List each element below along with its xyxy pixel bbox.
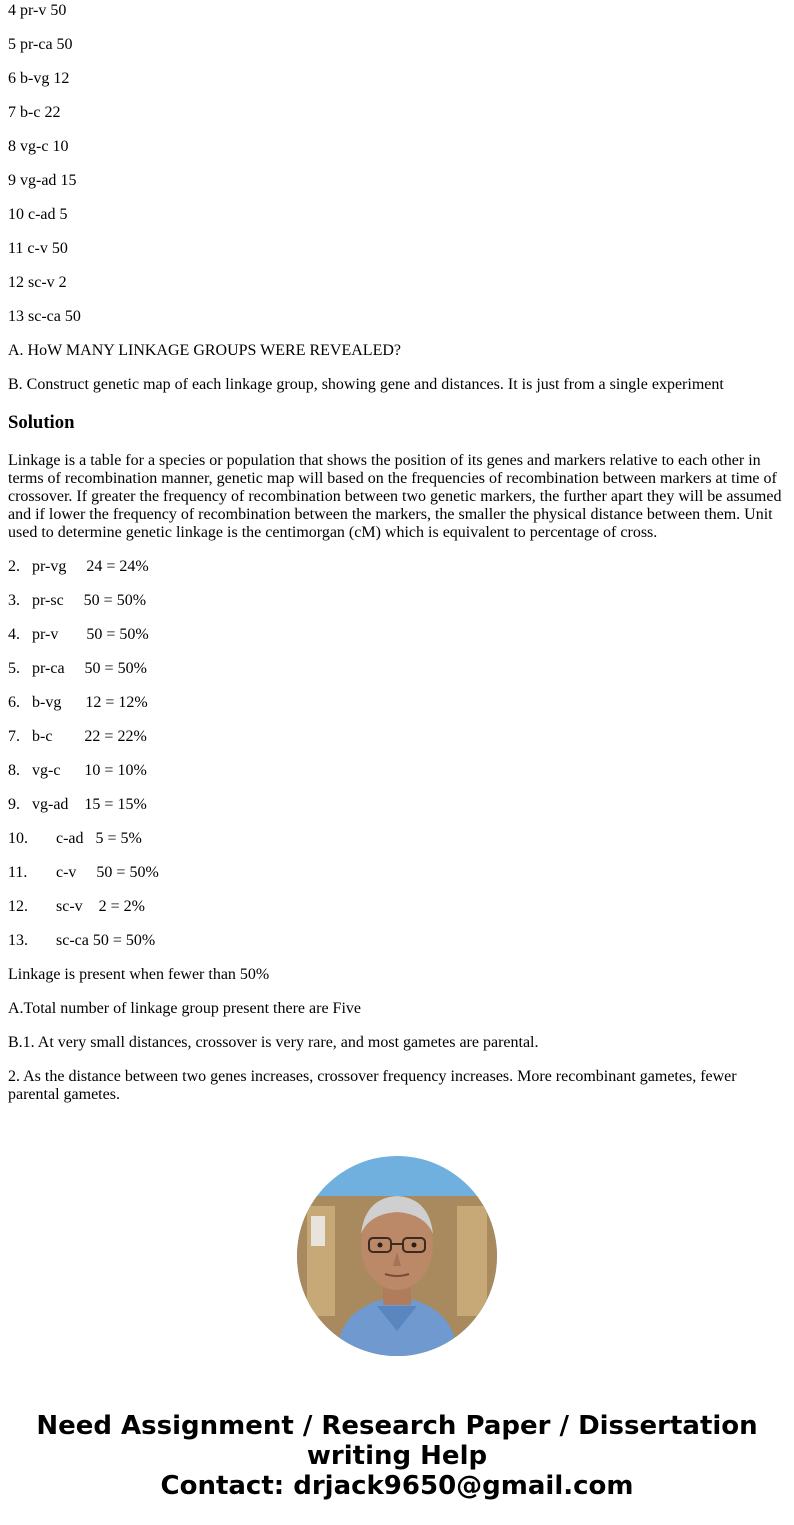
solution-list-item: 6. b-vg 12 = 12% [8,694,148,711]
answer-b1: B.1. At very small distances, crossover is very rare, and most gametes are parental. [8,1034,539,1051]
promo-line-2: writing Help [306,1441,488,1471]
question-pair-row: 5 pr-ca 50 [8,36,73,53]
solution-list [8,558,786,950]
question-pair-row: 12 sc-v 2 [8,274,67,291]
question-pair-row: 11 c-v 50 [8,240,68,257]
question-part-b: B. Construct genetic map of each linkage group, showing gene and distances. It is just from a single experiment [8,376,724,393]
document-body [0,2,794,1104]
solution-list-item: 2. pr-vg 24 = 24% [8,558,149,575]
question-pair-row: 6 b-vg 12 [8,70,70,87]
question-pair-row: 4 pr-v 50 [8,2,67,19]
question-part-a: A. HoW MANY LINKAGE GROUPS WERE REVEALED? [8,342,402,359]
solution-list-item: 10. c-ad 5 = 5% [8,830,142,847]
tutor-avatar [297,1156,497,1356]
promo-line-1: Need Assignment / Research Paper / Dissertation [36,1411,758,1441]
answer-a: A.Total number of linkage group present there are Five [8,1000,361,1017]
question-pair-row: 8 vg-c 10 [8,138,69,155]
promo-contact: Contact: drjack9650@gmail.com [160,1471,634,1501]
question-pair-row: 10 c-ad 5 [8,206,68,223]
solution-list-item: 4. pr-v 50 = 50% [8,626,149,643]
solution-list-item: 13. sc-ca 50 = 50% [8,932,156,949]
solution-list-item: 12. sc-v 2 = 2% [8,898,146,915]
solution-intro: Linkage is a table for a species or population that shows the position of its genes and markers relative to each other in terms of recombination manner, genetic map will based on the frequencies of recombination between markers at time of crossover. If greater the frequency of recombination between two genetic markers, the further apart they will be assumed and if lower the frequency of recombination between the markers, the smaller the physical distance between them. Unit used to determine genetic linkage is the centimorgan (cM) which is equivalent to percentage of cross. [8,452,782,541]
solution-list-item: 3. pr-sc 50 = 50% [8,592,147,609]
solution-list-item: 7. b-c 22 = 22% [8,728,147,745]
solution-heading: Solution [8,412,75,433]
promo-footer [0,1411,794,1501]
question-pair-row: 7 b-c 22 [8,104,61,121]
solution-list-item: 9. vg-ad 15 = 15% [8,796,147,813]
question-pair-row: 9 vg-ad 15 [8,172,77,189]
question-pairs [8,2,786,326]
linkage-note: Linkage is present when fewer than 50% [8,966,270,983]
solution-list-item: 5. pr-ca 50 = 50% [8,660,147,677]
tutor-portrait-icon [297,1156,497,1356]
tutor-photo-wrap [0,1156,794,1361]
solution-list-item: 11. c-v 50 = 50% [8,864,159,881]
question-pair-row: 13 sc-ca 50 [8,308,81,325]
solution-list-item: 8. vg-c 10 = 10% [8,762,147,779]
answer-b2: 2. As the distance between two genes increases, crossover frequency increases. More recombinant gametes, fewer parental gametes. [8,1068,737,1103]
